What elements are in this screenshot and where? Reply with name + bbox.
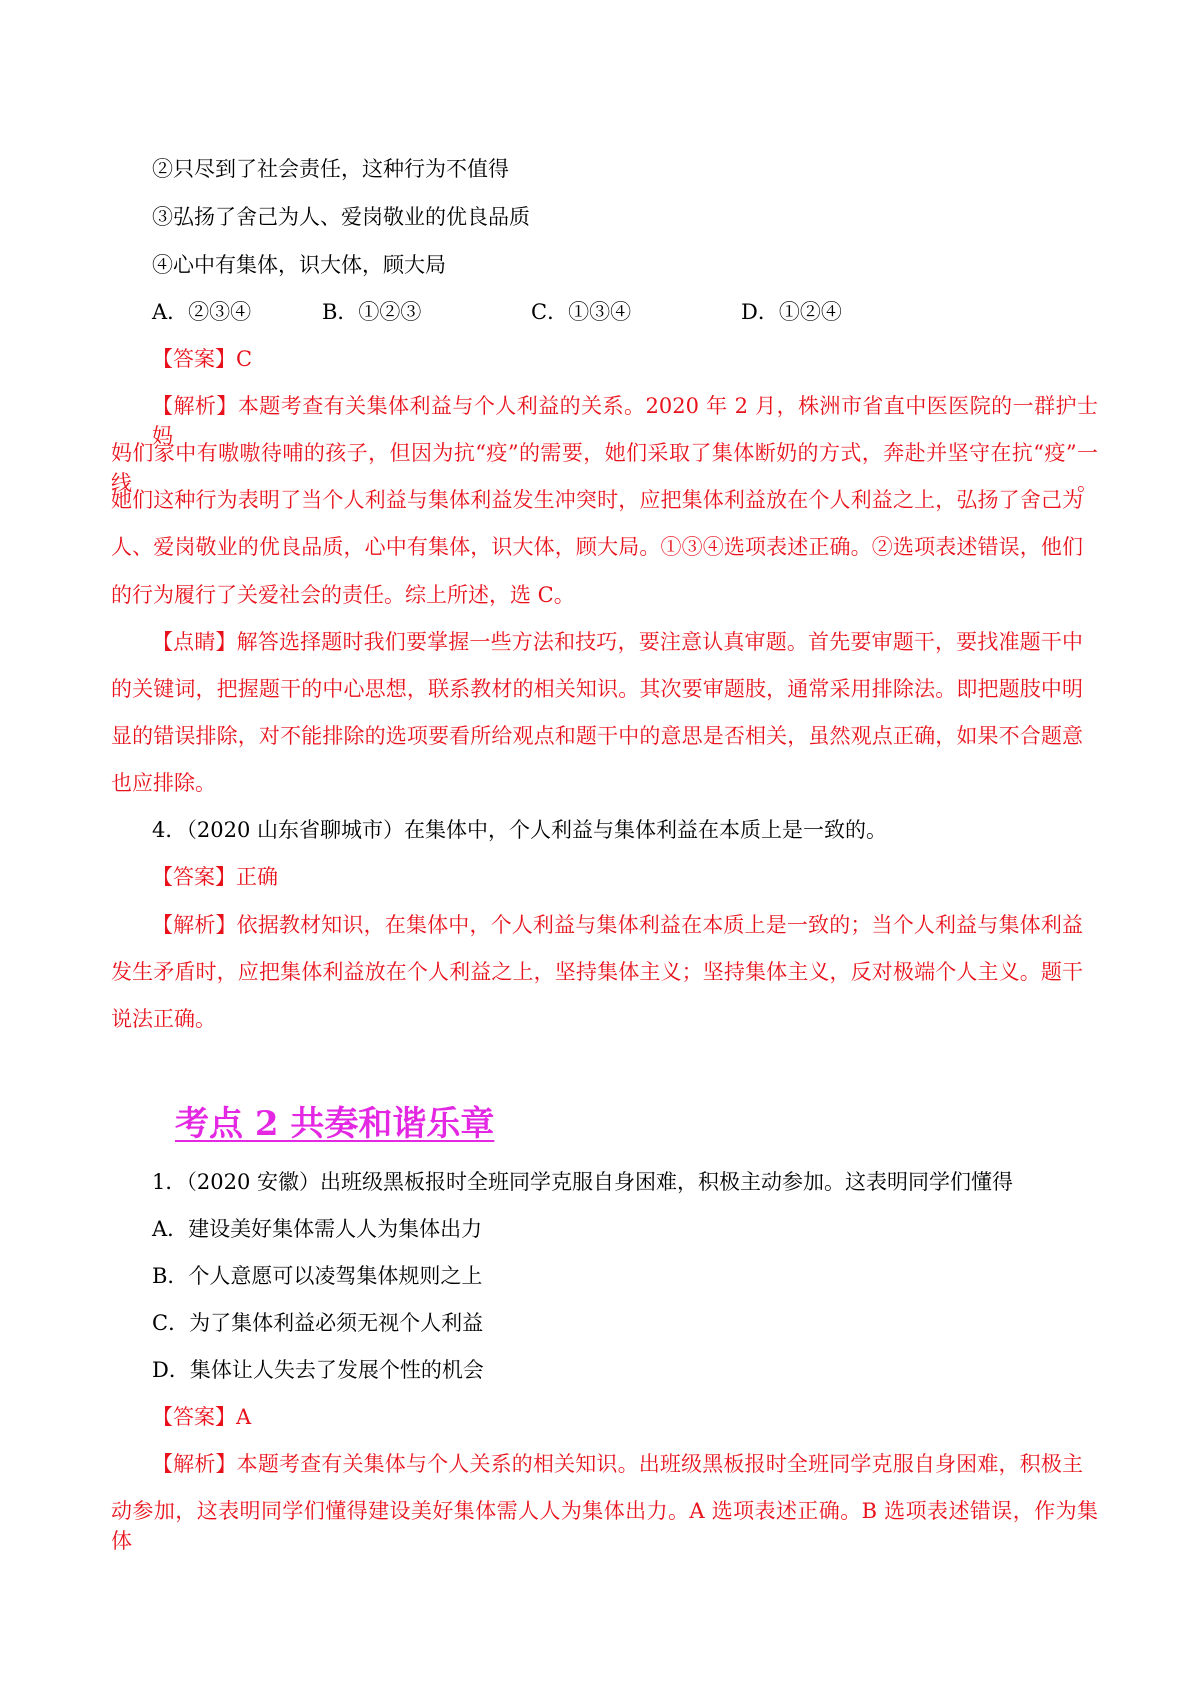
q3-tip-line-2: 的关键词，把握题干的中心思想，联系教材的相关知识。其次要审题肢，通常采用排除法。即把题肢中明 [111, 677, 1083, 701]
q4-analysis-line-3: 说法正确。 [111, 1007, 216, 1031]
s2q1-stem: 1．（2020 安徽）出班级黑板报时全班同学克服自身困难，积极主动参加。这表明同学们懂得 [152, 1170, 1013, 1194]
q3-analysis-line-3: 她们这种行为表明了当个人利益与集体利益发生冲突时，应把集体利益放在个人利益之上，弘扬了舍己为 [111, 488, 1083, 512]
section-heading: 考点 2 共奏和谐乐章 [175, 1104, 495, 1144]
q3-option-c: C．①③④ [531, 300, 632, 324]
s2q1-option-b: B．个人意愿可以凌驾集体规则之上 [152, 1264, 483, 1288]
q3-analysis-line-2: 妈们家中有嗷嗷待哺的孩子，但因为抗“疫”的需要，她们采取了集体断奶的方式，奔赴并坚守在抗“疫”一线。 [111, 441, 1098, 495]
q3-option-d: D．①②④ [741, 300, 842, 324]
q3-option-b: B．①②③ [322, 300, 422, 324]
q3-tip-line-3: 显的错误排除，对不能排除的选项要看所给观点和题干中的意思是否相关，虽然观点正确，如果不合题意 [111, 724, 1083, 748]
q3-analysis-line-4: 人、爱岗敬业的优良品质，心中有集体，识大体，顾大局。①③④选项表述正确。②选项表述错误，他们 [111, 535, 1083, 559]
s2q1-answer: 【答案】A [152, 1405, 252, 1429]
q4-analysis-line-1: 【解析】依据教材知识，在集体中，个人利益与集体利益在本质上是一致的；当个人利益与集体利益 [152, 913, 1083, 937]
s2q1-analysis-line-1: 【解析】本题考查有关集体与个人关系的相关知识。出班级黑板报时全班同学克服自身困难，积极主 [152, 1452, 1083, 1476]
s2q1-option-c: C．为了集体利益必须无视个人利益 [152, 1311, 484, 1335]
q3-item-4: ④心中有集体，识大体，顾大局 [152, 253, 446, 277]
q3-analysis-line-1: 【解析】本题考查有关集体利益与个人利益的关系。2020 年 2 月，株洲市省直中医医院的一群护士妈 [152, 394, 1098, 448]
q3-tip-line-1: 【点睛】解答选择题时我们要掌握一些方法和技巧，要注意认真审题。首先要审题干，要找准题干中 [152, 630, 1083, 654]
q4-analysis-line-2: 发生矛盾时，应把集体利益放在个人利益之上，坚持集体主义；坚持集体主义，反对极端个人主义。题干 [111, 960, 1083, 984]
q3-item-2: ②只尽到了社会责任，这种行为不值得 [152, 157, 509, 181]
q4-answer: 【答案】正确 [152, 865, 278, 889]
q3-item-3: ③弘扬了舍己为人、爱岗敬业的优良品质 [152, 205, 530, 229]
q3-option-a: A．②③④ [152, 300, 252, 324]
q3-tip-line-4: 也应排除。 [111, 771, 216, 795]
s2q1-option-a: A．建设美好集体需人人为集体出力 [152, 1217, 483, 1241]
s2q1-option-d: D．集体让人失去了发展个性的机会 [152, 1358, 484, 1382]
s2q1-analysis-line-2: 动参加，这表明同学们懂得建设美好集体需人人为集体出力。A 选项表述正确。B 选项表述错误，作为集体 [111, 1499, 1098, 1553]
q3-analysis-line-5: 的行为履行了关爱社会的责任。综上所述，选 C。 [111, 583, 575, 607]
q4-stem: 4．（2020 山东省聊城市）在集体中，个人利益与集体利益在本质上是一致的。 [152, 818, 887, 842]
q3-answer: 【答案】C [152, 347, 253, 371]
